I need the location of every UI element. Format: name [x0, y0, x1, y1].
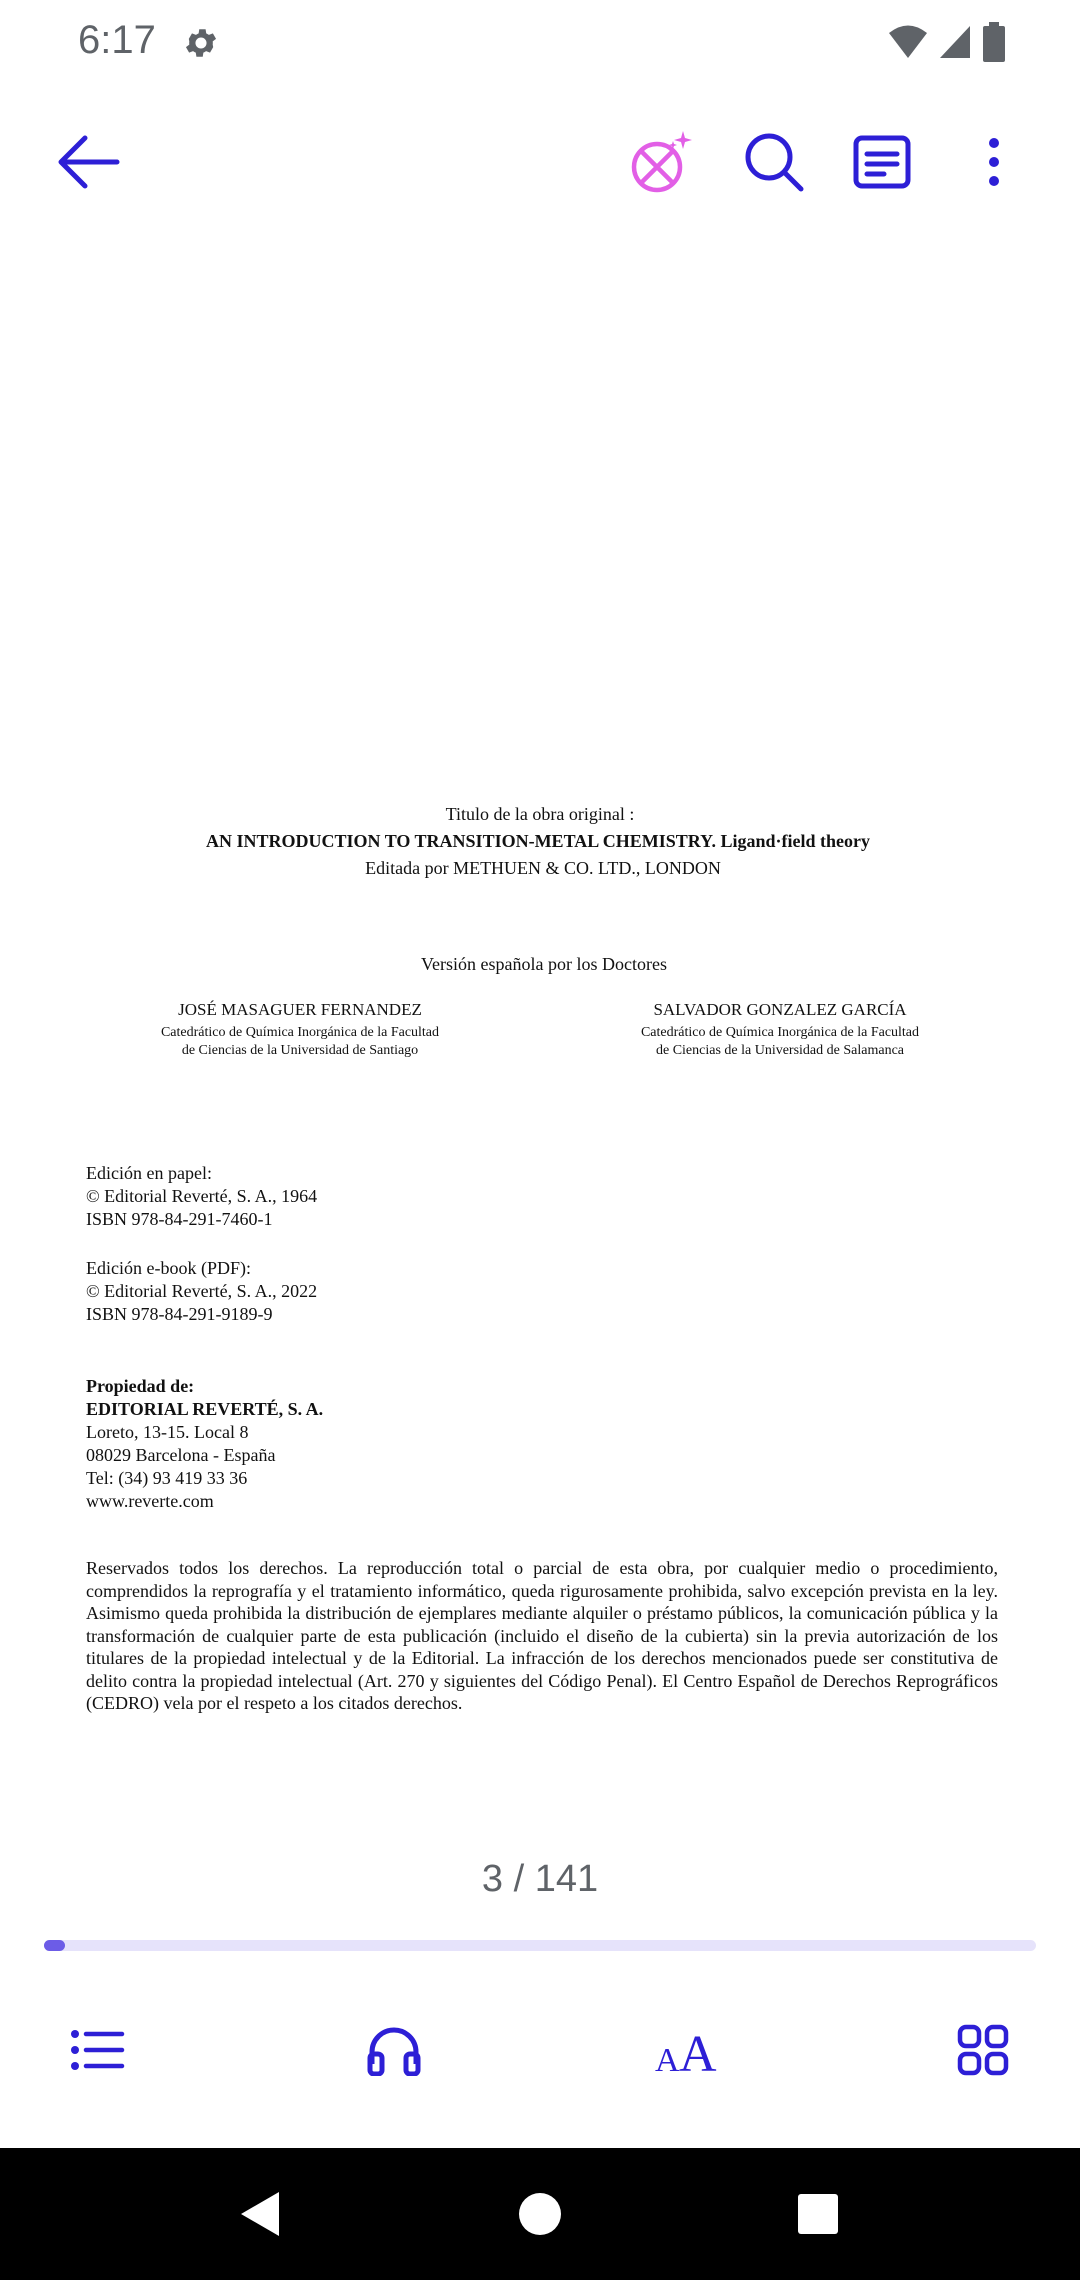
ai-assistant-button[interactable] — [624, 124, 700, 200]
table-of-contents-button[interactable] — [58, 2010, 138, 2090]
svg-text:A: A — [679, 2026, 717, 2075]
nav-back-icon — [237, 2189, 283, 2239]
status-icons — [888, 22, 1006, 62]
nav-recents-icon — [797, 2193, 839, 2235]
translator-2-line2: de Ciencias de la Universidad de Salamanca — [655, 1043, 904, 1058]
translator-1 — [110, 1000, 490, 1060]
translator-2 — [590, 1000, 970, 1060]
publisher-line: Editada por METHUEN & CO. LTD., LONDON — [365, 858, 721, 878]
system-navigation-bar — [0, 2148, 1080, 2280]
owner-label: Propiedad de: — [86, 1376, 195, 1396]
reading-progress-bar[interactable] — [44, 1940, 1036, 1951]
paper-edition-isbn: ISBN 978-84-291-7460-1 — [86, 1209, 273, 1229]
more-options-button[interactable] — [956, 124, 1032, 200]
font-settings-button[interactable] — [648, 2010, 728, 2090]
ai-sparkle-icon — [629, 129, 695, 195]
svg-text:A: A — [655, 2042, 680, 2075]
ebook-edition-block — [86, 1257, 317, 1326]
notes-button[interactable] — [844, 124, 920, 200]
back-button[interactable] — [50, 124, 126, 200]
original-title-label: Titulo de la obra original : — [445, 804, 635, 824]
owner-phone: Tel: (34) 93 419 33 36 — [86, 1468, 248, 1488]
font-size-icon — [653, 2025, 723, 2075]
translator-1-line1: Catedrático de Química Inorgánica de la Facultad — [160, 1025, 440, 1040]
owner-name: EDITORIAL REVERTÉ, S. A. — [86, 1399, 324, 1419]
owner-block — [86, 1375, 323, 1513]
translator-1-name: JOSÉ MASAGUER FERNANDEZ — [178, 1000, 422, 1019]
page-indicator: 3 / 141 — [481, 1858, 599, 1900]
search-button[interactable] — [736, 124, 812, 200]
notes-icon — [852, 134, 912, 190]
status-bar — [0, 0, 1080, 90]
more-vert-icon — [984, 137, 1004, 187]
ebook-edition-copyright: © Editorial Reverté, S. A., 2022 — [86, 1281, 318, 1301]
wifi-icon — [888, 24, 928, 60]
translator-1-line2: de Ciencias de la Universidad de Santiago — [181, 1043, 419, 1058]
owner-website: www.reverte.com — [86, 1491, 214, 1511]
paper-edition-block — [86, 1162, 317, 1231]
ebook-edition-label: Edición e-book (PDF): — [86, 1258, 251, 1278]
owner-address-line: Loreto, 13-15. Local 8 — [86, 1422, 249, 1442]
audio-read-aloud-button[interactable] — [354, 2010, 434, 2090]
ebook-edition-isbn: ISBN 978-84-291-9189-9 — [86, 1304, 273, 1324]
back-arrow-icon — [55, 132, 121, 192]
cell-signal-icon — [938, 24, 972, 60]
view-grid-button[interactable] — [943, 2010, 1023, 2090]
translator-2-name: SALVADOR GONZALEZ GARCÍA — [653, 1000, 907, 1019]
spanish-version: Versión española por los Doctores — [421, 954, 667, 974]
rights-paragraph: Reservados todos los derechos. La reproducción total o parcial de esta obra, por cualquier medio o procedimiento, comprendidos la reprografía y el tratamiento informático, queda rigurosamente prohibida, salvo excepción prevista en la ley. Asimismo queda prohibida la distribución de ejemplares mediante alquiler o préstamo públicos, la comunicación pública y la transformación de cualquier parte de esta publicación (incluido el diseño de la cubierta) sin la previa autorización de los titulares de la propiedad intelectual y de la Editorial. La infracción de los derechos mencionados puede ser constitutiva de delito contra la propiedad intelectual (Art. 270 y siguientes del Código Penal). El Centro Español de Derechos Reprográficos (CEDRO) vela por el respeto a los citados derechos. — [86, 1558, 998, 1713]
owner-address-line: 08029 Barcelona - España — [86, 1445, 276, 1465]
reader-bottom-bar — [0, 2000, 1080, 2100]
paper-edition-copyright: © Editorial Reverté, S. A., 1964 — [86, 1186, 318, 1206]
translator-2-line1: Catedrático de Química Inorgánica de la Facultad — [640, 1025, 920, 1040]
nav-back-button[interactable] — [222, 2176, 298, 2252]
settings-gear-icon — [182, 24, 220, 62]
headphones-icon — [366, 2024, 422, 2076]
document-page — [0, 220, 1080, 1850]
status-time: 6:17 — [78, 18, 156, 62]
original-title: AN INTRODUCTION TO TRANSITION-METAL CHEMISTRY. Ligand·field theory — [206, 831, 870, 851]
paper-edition-label: Edición en papel: — [86, 1163, 212, 1183]
reader-toolbar — [0, 110, 1080, 210]
grid-apps-icon — [957, 2024, 1009, 2076]
search-icon — [743, 131, 805, 193]
nav-recents-button[interactable] — [780, 2176, 856, 2252]
battery-icon — [982, 22, 1006, 62]
reading-progress-fill — [44, 1940, 65, 1951]
nav-home-button[interactable] — [502, 2176, 578, 2252]
toc-list-icon — [70, 2028, 126, 2072]
nav-home-icon — [518, 2192, 562, 2236]
